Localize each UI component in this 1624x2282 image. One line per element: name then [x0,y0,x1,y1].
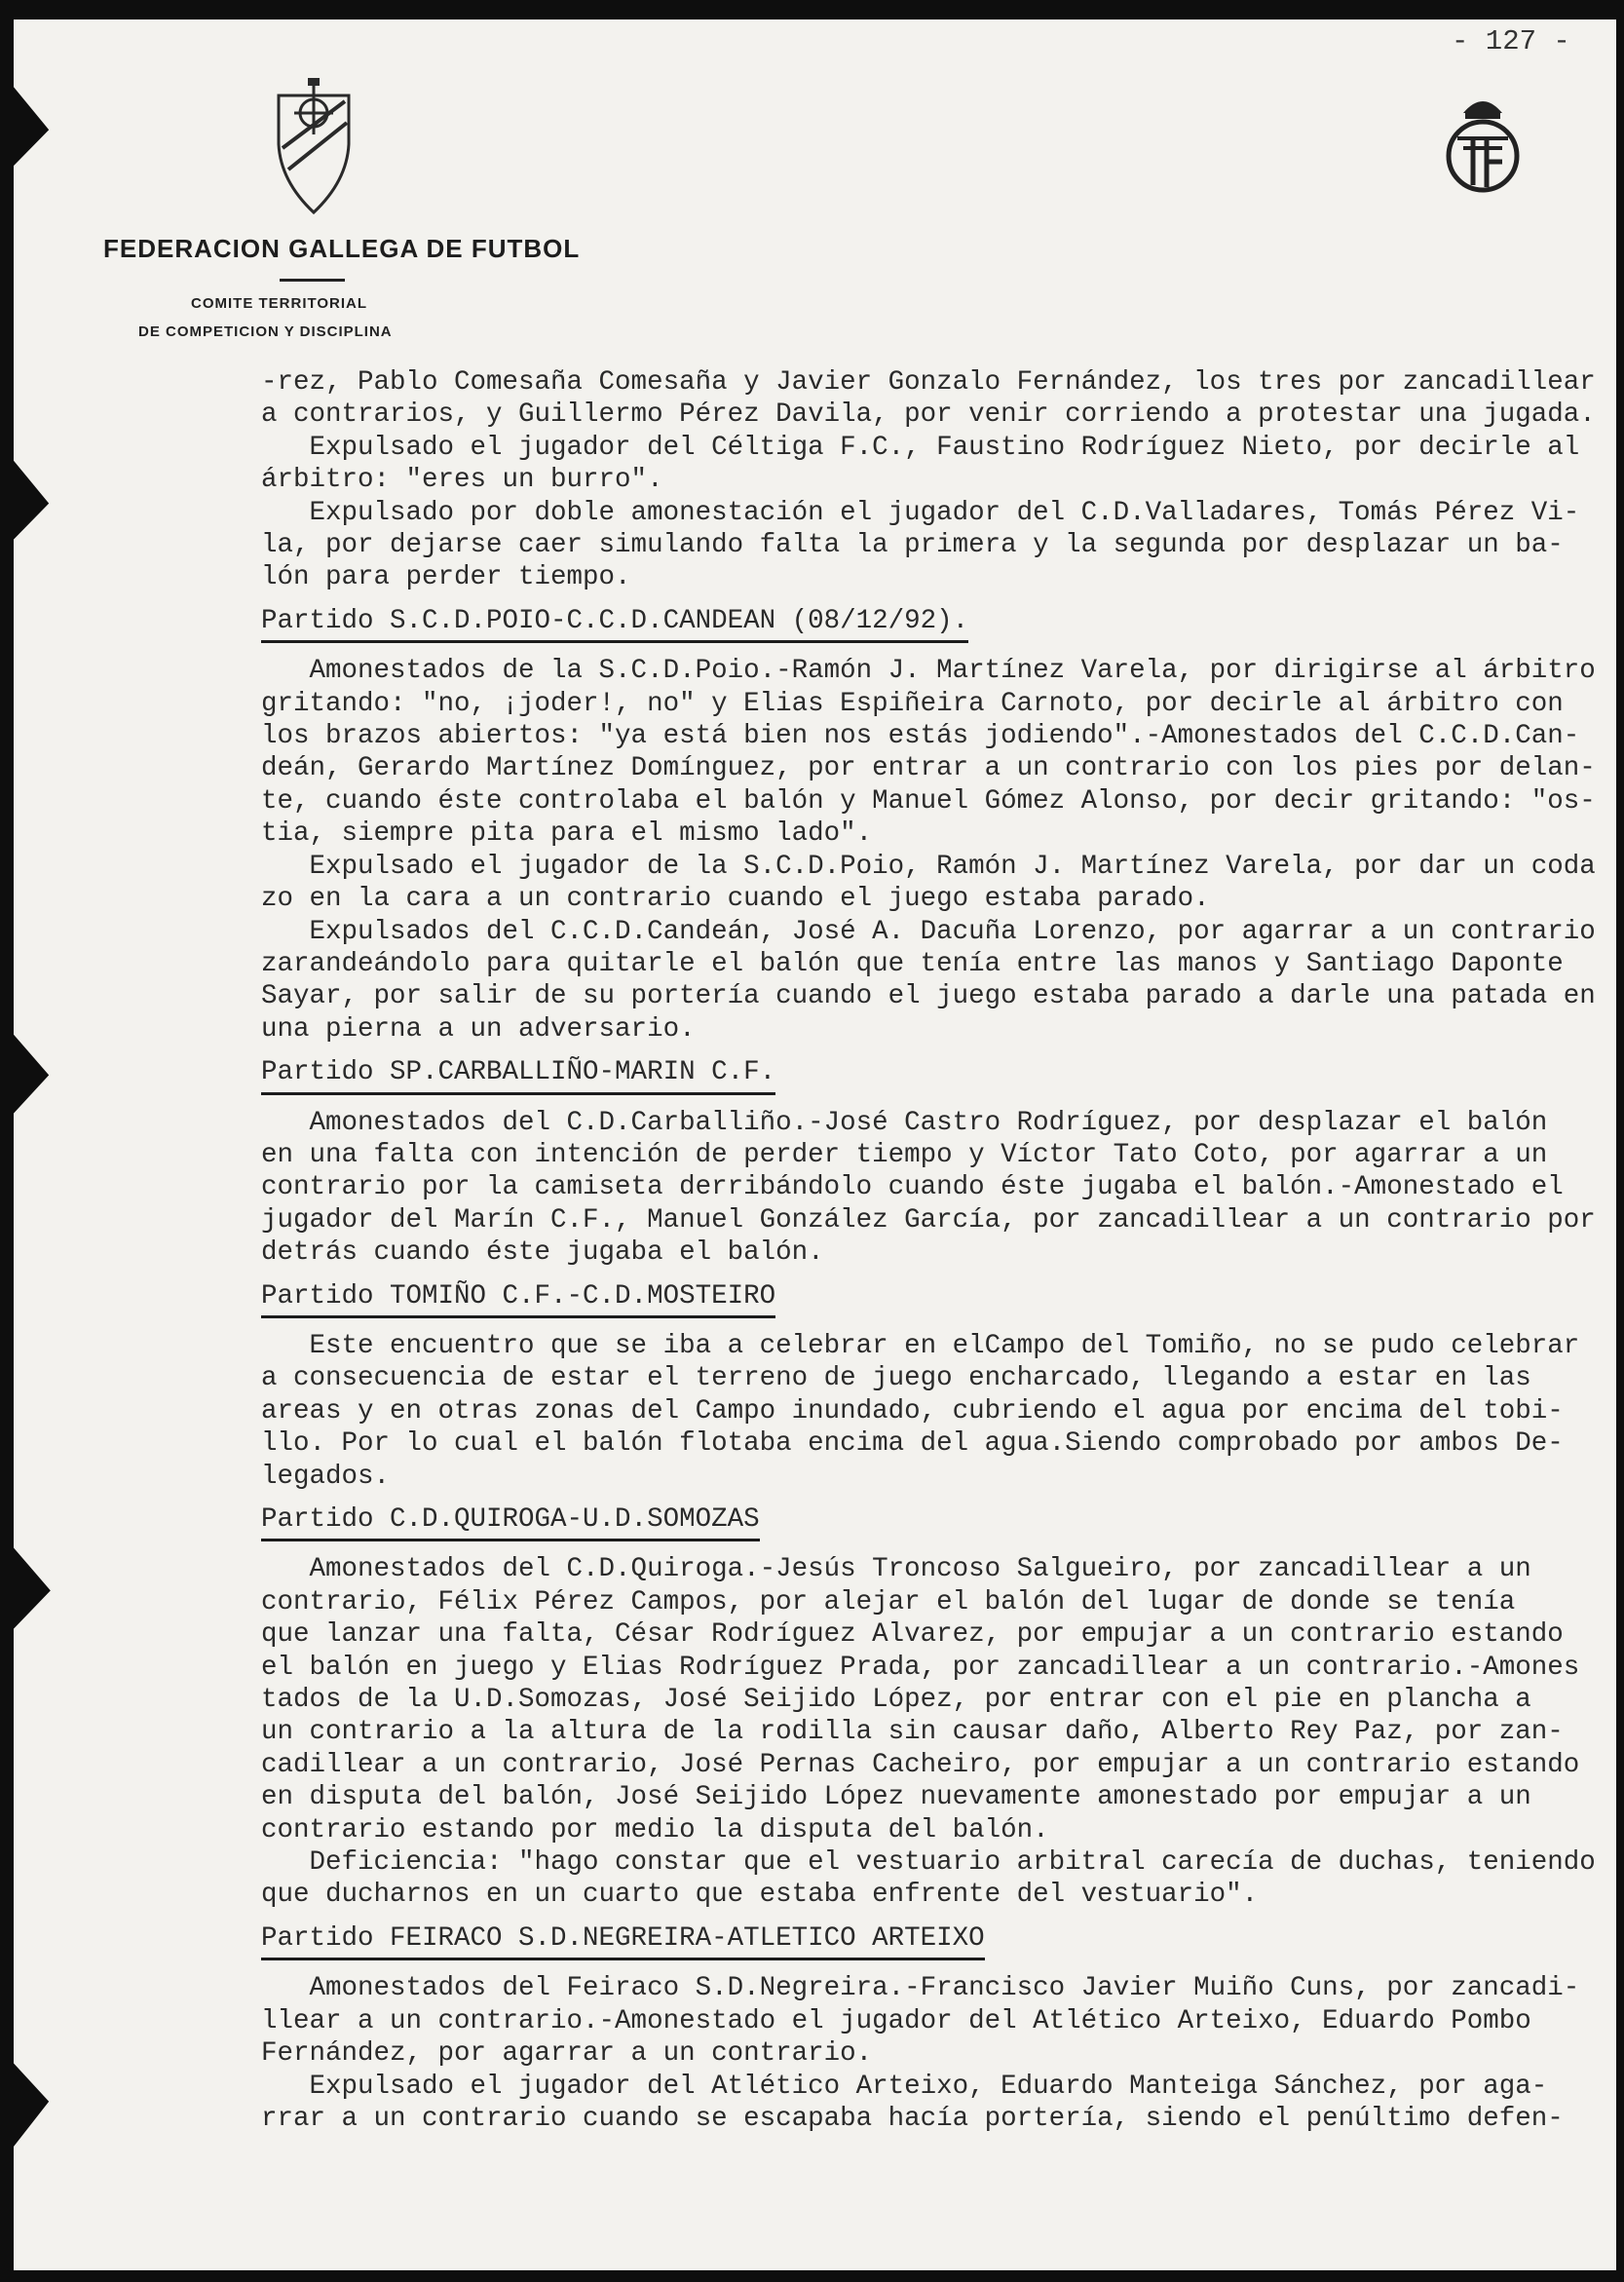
document-body [261,366,1615,2135]
section-quiroga-somozas [261,1493,1615,1912]
paragraph: Amonestados del Feiraco S.D.Negreira.-Francisco Javier Muiño Cuns, por zancadi- llear a un contrario.-Amonestado el jugador del Atlético Arteixo, Eduardo Pombo Fernández, por agarrar a un contrario. [261,1973,1580,2070]
federation-shield-logo [273,76,355,214]
match-heading: Partido S.C.D.POIO-C.C.D.CANDEAN (08/12/92). [261,605,968,643]
paragraph: Expulsado el jugador del Céltiga F.C., Faustino Rodríguez Nieto, por decirle al árbitro: "eres un burro". [261,432,1580,496]
letterhead-divider [280,279,345,282]
paragraph: Amonestados del C.D.Carballiño.-José Castro Rodríguez, por desplazar el balón en una falta con intención de perder tiempo y Víctor Tato Coto, por agarrar a un contrario por la camiseta derribándolo cuando éste jugaba el balón.-Amonestado el jugador del Marín C.F., Manuel González García, por zancadillear a un contrario por detrás cuando éste jugaba el balón. [261,1107,1596,1269]
paragraph: Amonestados del C.D.Quiroga.-Jesús Troncoso Salgueiro, por zancadillear a un contrario, Félix Pérez Campos, por alejar el balón del lugar de donde se tenía que lanzar una falta, César Rodríguez Alvarez, por empujar a un contrario estando el balón en juego y Elias Rodríguez Prada, por zancadillear a un contrario.-Amones tados de la U.D.Somozas, José Seijido López, por entrar con el pie en plancha a un contrario a la altura de la rodilla sin causar daño, Alberto Rey Paz, por zan- cadillear a un contrario, José Pernas Cacheiro, por empujar a un contrario estando en disputa del balón, José Seijido López nuevamente amonestado por empujar a un contrario estando por medio la disputa del balón. [261,1554,1580,1845]
paragraph: Este encuentro que se iba a celebrar en elCampo del Tomiño, no se pudo celebrar a consecuencia de estar el terreno de juego encharcado, llegando a estar en las areas y en otras zonas del Campo inundado, cubriendo el agua por encima del tobi- llo. Por lo cual el balón flotaba encima del agua.Siendo comprobado por ambos De- legados. [261,1330,1580,1492]
section-continuation [261,366,1615,594]
section-poio-candean [261,594,1615,1046]
paragraph: Expulsado el jugador del Atlético Arteixo, Eduardo Manteiga Sánchez, por aga- rrar a un contrario cuando se escapaba hacía portería, siendo el penúltimo defen- [261,2071,1564,2134]
paragraph: -rez, Pablo Comesaña Comesaña y Javier Gonzalo Fernández, los tres por zancadillear a contrarios, y Guillermo Pérez Davila, por venir corriendo a protestar una jugada. [261,367,1596,431]
committee-title-line2: DE COMPETICION Y DISCIPLINA [138,323,393,340]
paragraph: Expulsado el jugador de la S.C.D.Poio, Ramón J. Martínez Varela, por dar un coda zo en la cara a un contrario cuando el juego estaba parado. [261,851,1596,915]
paragraph: Amonestados de la S.C.D.Poio.-Ramón J. Martínez Varela, por dirigirse al árbitro gritando: "no, ¡joder!, no" y Elias Espiñeira Carnoto, por decirle al árbitro con los brazos abiertos: "ya está bien nos estás jodiendo".-Amonestados del C.C.D.Can- deán, Gerardo Martínez Domínguez, por entrar a un contrario con los pies por delan- te, cuando éste controlaba el balón y Manuel Gómez Alonso, por decir gritando: "os- tia, siempre pita para el mismo lado". [261,656,1596,850]
match-heading: Partido C.D.QUIROGA-U.D.SOMOZAS [261,1503,760,1541]
match-heading: Partido TOMIÑO C.F.-C.D.MOSTEIRO [261,1280,775,1318]
section-carballino-marin [261,1046,1615,1269]
match-heading: Partido FEIRACO S.D.NEGREIRA-ATLETICO ARTEIXO [261,1922,985,1960]
paragraph: Expulsados del C.C.D.Candeán, José A. Dacuña Lorenzo, por agarrar a un contrario zarandeándolo para quitarle el balón que tenía entre las manos y Santiago Daponte Sayar, por salir de su portería cuando el juego estaba parado a darle una patada en una pierna a un adversario. [261,916,1596,1045]
page-number: - 127 - [1452,25,1570,57]
rfef-crown-emblem-logo [1444,88,1522,197]
federation-name: FEDERACION GALLEGA DE FUTBOL [103,234,581,263]
paragraph: Expulsado por doble amonestación el jugador del C.D.Valladares, Tomás Pérez Vi- la, por dejarse caer simulando falta la primera y la segunda por desplazar un ba- lón para perder tiempo. [261,497,1580,593]
section-negreira-arteixo [261,1912,1615,2135]
match-heading: Partido SP.CARBALLIÑO-MARIN C.F. [261,1056,775,1094]
committee-title-line1: COMITE TERRITORIAL [191,295,368,312]
paragraph: Deficiencia: "hago constar que el vestuario arbitral carecía de duchas, teniendo que ducharnos en un cuarto que estaba enfrente del vestuario". [261,1847,1596,1911]
section-tomino-mosteiro [261,1270,1615,1493]
